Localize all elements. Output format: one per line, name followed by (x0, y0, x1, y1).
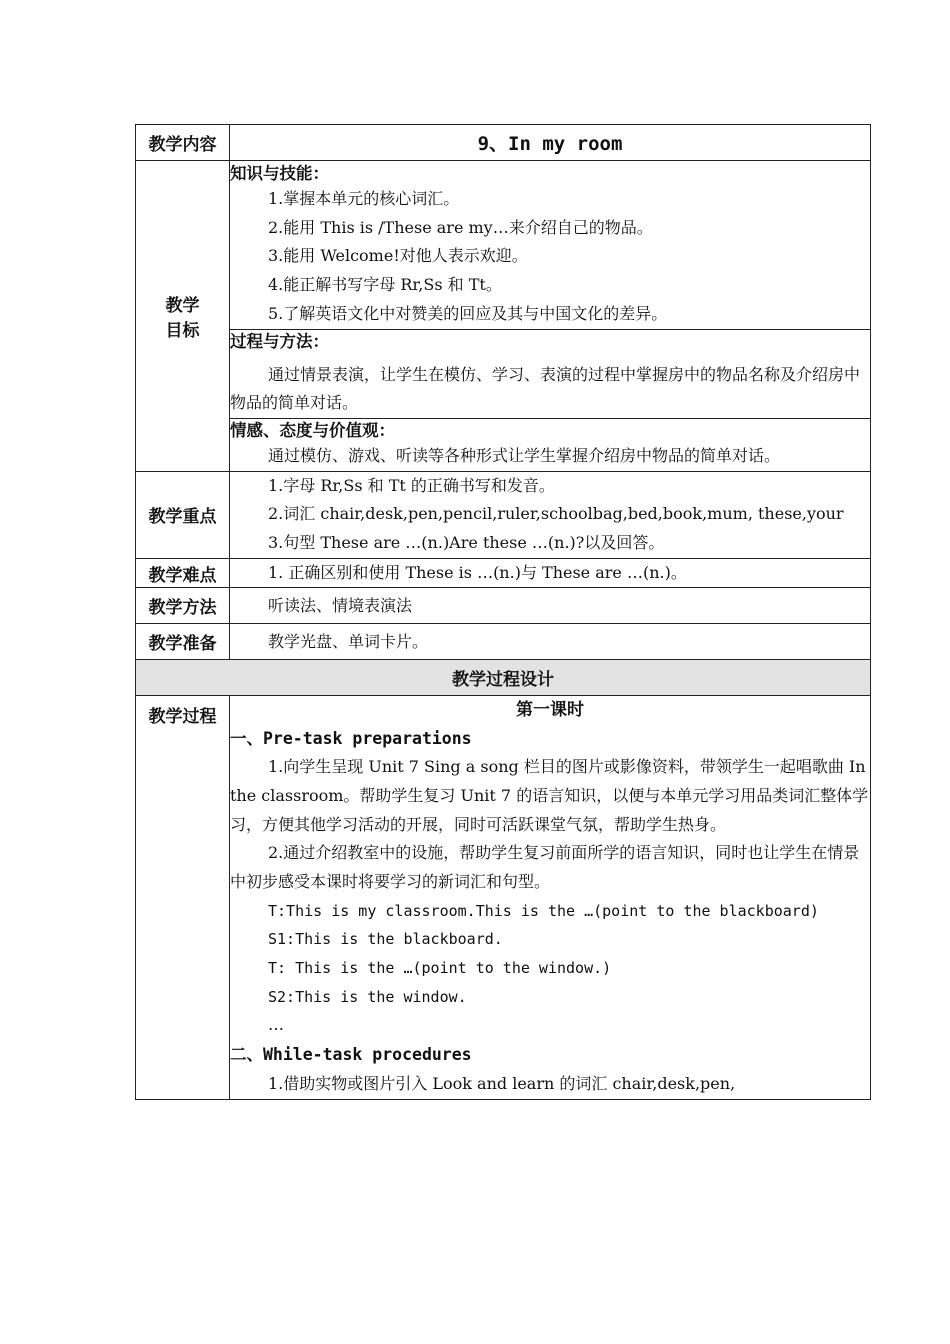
dialogue-line: S1:This is the blackboard. (268, 930, 503, 949)
pre-task-heading: 一、Pre-task preparations (230, 729, 472, 749)
key-point-item: 2.词汇 chair,desk,pen,pencil,ruler,schoolbag,bed,book,mum, these,your (268, 504, 844, 524)
methods-cell (230, 588, 871, 624)
design-title: 教学过程设计 (136, 660, 871, 696)
preparation-cell (230, 624, 871, 660)
pre-task-paragraph: 2.通过介绍教室中的设施，帮助学生复习前面所学的语言知识，同时也让学生在情景中初步感受本课时将要学习的新词汇和句型。 (230, 843, 860, 891)
difficulties-text: 1. 正确区别和使用 These is …(n.)与 These are …(n.)。 (268, 562, 687, 582)
difficulties-cell (230, 558, 871, 588)
knowledge-item: 3.能用 Welcome!对他人表示欢迎。 (268, 246, 528, 266)
knowledge-heading: 知识与技能： (230, 164, 329, 183)
lesson-period-title: 第一课时 (516, 700, 584, 721)
dialogue-line: T:This is my classroom.This is the …(point to the blackboard) (268, 901, 819, 920)
while-task-paragraph: 1.借助实物或图片引入 Look and learn 的词汇 chair,desk,pen, (268, 1074, 736, 1094)
objectives-label-line1: 教学 (165, 295, 200, 316)
lesson-title: 9、In my room (230, 125, 871, 161)
dialogue-line: T: This is the …(point to the window.) (268, 959, 612, 978)
methods-label: 教学方法 (136, 588, 230, 624)
key-points-cell (230, 471, 871, 558)
process-cell (230, 696, 871, 1099)
knowledge-item: 1.掌握本单元的核心词汇。 (268, 189, 460, 208)
lesson-plan-table (135, 124, 871, 1100)
process-label: 教学过程 (136, 696, 230, 1099)
dialogue-line: S2:This is the window. (268, 987, 467, 1006)
content-label: 教学内容 (136, 125, 230, 161)
attitude-cell (230, 418, 871, 471)
knowledge-skills-cell (230, 161, 871, 330)
attitude-text: 通过模仿、游戏、听读等各种形式让学生掌握介绍房中物品的简单对话。 (268, 445, 781, 465)
difficulties-label: 教学难点 (136, 558, 230, 588)
pre-task-paragraph: 1.向学生呈现 Unit 7 Sing a song 栏目的图片或影像资料，带领学生一起唱歌曲 In the classroom。帮助学生复习 Unit 7 的语言知识，以便与本单元学习用品类词汇整体学习，方便其他学习活动的开展，同时可活跃课堂气氛，帮助学生热身。 (230, 757, 869, 834)
key-point-item: 1.字母 Rr,Ss 和 Tt 的正确书写和发音。 (268, 475, 555, 495)
knowledge-item: 4.能正解书写字母 Rr,Ss 和 Tt。 (268, 275, 502, 295)
preparation-text: 教学光盘、单词卡片。 (268, 631, 429, 651)
while-task-heading: 二、While-task procedures (230, 1045, 472, 1065)
objectives-label (136, 161, 230, 472)
knowledge-item: 5.了解英语文化中对赞美的回应及其与中国文化的差异。 (268, 303, 668, 323)
objectives-label-line2: 目标 (165, 320, 200, 341)
process-heading: 过程与方法： (230, 331, 329, 351)
knowledge-item: 2.能用 This is /These are my…来介绍自己的物品。 (268, 217, 653, 237)
attitude-heading: 情感、态度与价值观： (230, 420, 395, 440)
dialogue-line: … (268, 1015, 284, 1035)
methods-text: 听读法、情境表演法 (268, 595, 413, 615)
process-text: 通过情景表演，让学生在模仿、学习、表演的过程中掌握房中的物品名称及介绍房中物品的简单对话。 (230, 364, 861, 413)
preparation-label: 教学准备 (136, 624, 230, 660)
key-point-item: 3.句型 These are …(n.)Are these …(n.)?以及回答。 (268, 533, 665, 553)
process-methods-cell (230, 329, 871, 418)
key-points-label: 教学重点 (136, 471, 230, 558)
